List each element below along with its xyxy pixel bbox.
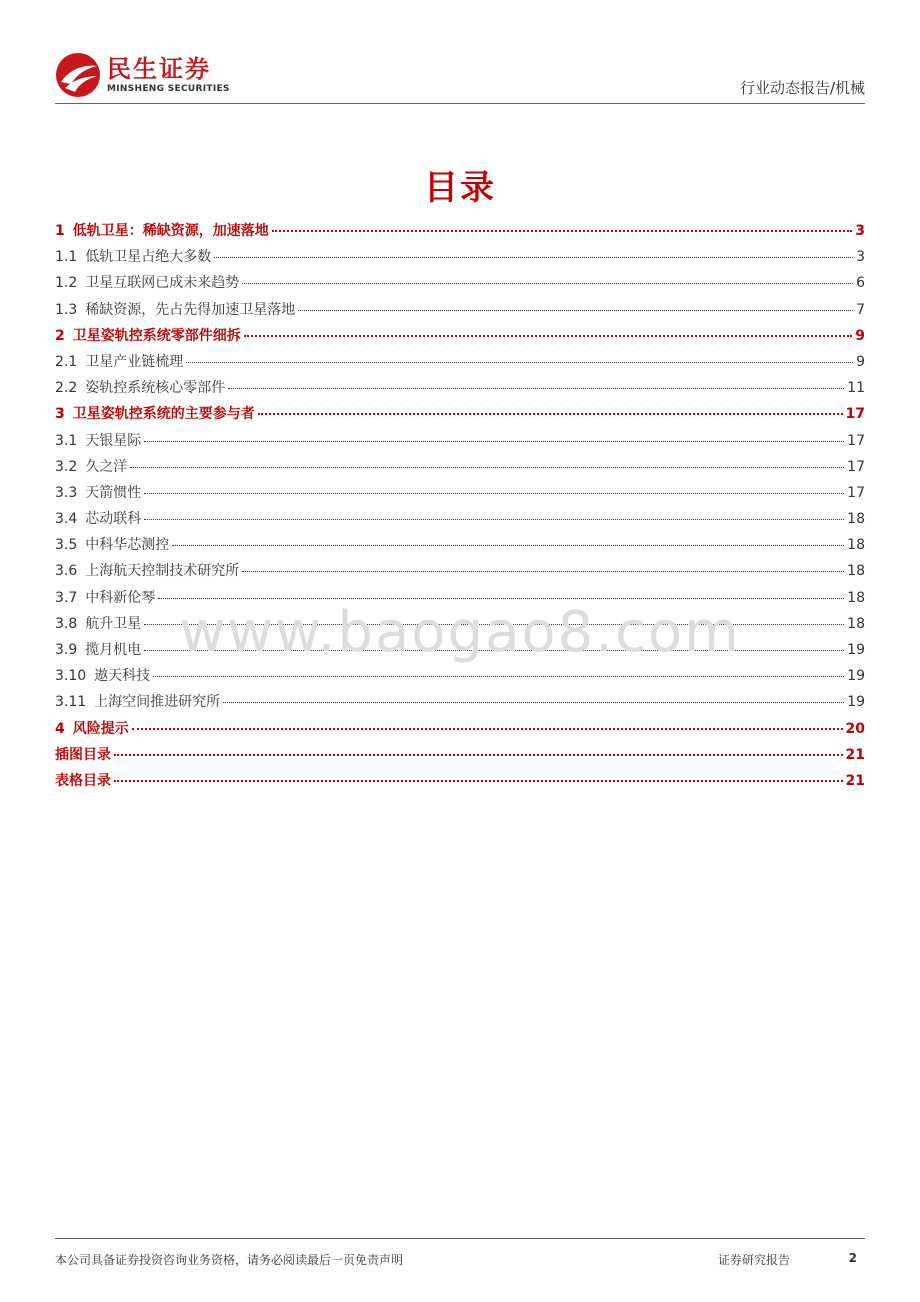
toc-dot-leader	[172, 545, 844, 546]
toc-entry-page: 3	[855, 223, 865, 239]
toc-entry-page: 20	[845, 720, 865, 737]
toc-dot-leader	[228, 388, 844, 389]
toc-entry-number: 3.1	[55, 432, 78, 449]
toc-entry[interactable]	[55, 272, 865, 298]
page-footer	[55, 1238, 865, 1267]
toc-entry[interactable]	[55, 325, 865, 351]
toc-entry-title: 上海航天控制技术研究所	[85, 563, 240, 580]
toc-dot-leader	[144, 519, 844, 520]
toc-entry-title: 卫星互联网已成未来趋势	[85, 275, 240, 292]
toc-entry-number: 3.6	[55, 563, 78, 580]
toc-entry-title: 风险提示	[72, 720, 129, 737]
toc-entry-number: 3.3	[55, 484, 78, 501]
toc-entry-page: 9	[855, 327, 865, 344]
toc-entry[interactable]	[55, 508, 865, 534]
watermark: www.baogao8.com	[179, 600, 741, 665]
toc-entry-title: 揽月机电	[85, 642, 142, 658]
toc-entry-title: 芯动联科	[85, 511, 142, 528]
toc-entry-number: 3.5	[55, 537, 78, 554]
toc-entry[interactable]	[55, 639, 865, 665]
toc-entry[interactable]	[55, 430, 865, 456]
toc-entry-number: 3	[55, 406, 65, 423]
toc-entry-title: 卫星姿轨控系统零部件细拆	[72, 327, 241, 344]
page-header	[55, 50, 865, 104]
toc-entry-title: 插图目录	[55, 746, 111, 763]
company-logo	[55, 52, 230, 98]
minsheng-logo-icon	[55, 52, 101, 98]
toc-entry-page: 17	[845, 406, 865, 423]
toc-entry[interactable]	[55, 351, 865, 377]
toc-entry[interactable]	[55, 587, 865, 613]
toc-entry-title: 低轨卫星：稀缺资源，加速落地	[72, 223, 269, 239]
toc-entry-title: 姿轨控系统核心零部件	[85, 380, 226, 397]
toc-entry-page: 6	[856, 275, 865, 292]
toc-entry-title: 表格目录	[55, 772, 111, 789]
report-category: 行业动态报告/机械	[739, 79, 865, 97]
toc-entry[interactable]	[55, 534, 865, 560]
toc-entry-page: 17	[847, 484, 865, 501]
toc-entry-page: 11	[847, 380, 865, 397]
toc-entry[interactable]	[55, 560, 865, 586]
toc-entry-page: 18	[847, 615, 865, 632]
toc-entry-page: 3	[856, 249, 865, 266]
toc-entry-number: 1	[55, 223, 65, 239]
toc-entry-number: 2.1	[55, 353, 78, 370]
toc-dot-leader	[158, 598, 844, 599]
toc-entry[interactable]	[55, 744, 865, 770]
toc-entry-page: 9	[856, 353, 865, 370]
toc-entry-page: 21	[845, 772, 865, 789]
toc-dot-leader	[272, 230, 853, 232]
toc-entry-number: 3.9	[55, 642, 78, 658]
toc-entry-number: 2	[55, 327, 65, 344]
toc-entry-title: 天银星际	[85, 432, 142, 449]
toc-entry-number: 2.2	[55, 380, 78, 397]
toc-dot-leader	[130, 467, 844, 468]
toc-entry[interactable]	[55, 770, 865, 796]
toc-entry-number: 3.2	[55, 458, 78, 475]
toc-entry-title: 遨天科技	[94, 668, 151, 685]
toc-title: 目录	[424, 168, 496, 208]
toc-entry-title: 中科华芯测控	[85, 537, 170, 554]
toc-dot-leader	[114, 754, 843, 756]
toc-dot-leader	[242, 571, 844, 572]
toc-dot-leader	[114, 780, 843, 782]
footer-doc-type: 证券研究报告	[717, 1253, 790, 1267]
toc-entry-number: 4	[55, 720, 65, 737]
toc-entry-number: 1.2	[55, 275, 78, 292]
toc-entry-number: 3.4	[55, 511, 78, 528]
toc-entry-page: 21	[845, 746, 865, 763]
toc-entry[interactable]	[55, 220, 865, 246]
toc-entry-number: 3.10	[55, 668, 87, 685]
toc-dot-leader	[132, 728, 843, 730]
page-number: 2	[848, 1251, 857, 1265]
toc-entry-title: 久之洋	[85, 458, 128, 475]
toc-dot-leader	[258, 413, 843, 415]
toc-entry-title: 上海空间推进研究所	[94, 694, 221, 711]
toc-entry-page: 18	[847, 537, 865, 554]
toc-entry-title: 天箭惯性	[85, 484, 142, 501]
toc-entry-page: 18	[847, 511, 865, 528]
toc-dot-leader	[144, 441, 844, 442]
toc-entry-page: 7	[856, 301, 865, 318]
toc-dot-leader	[214, 257, 853, 258]
table-of-contents	[55, 220, 865, 796]
toc-entry-page: 19	[847, 694, 865, 711]
toc-entry-title: 低轨卫星占绝大多数	[85, 249, 212, 266]
toc-entry-number: 3.7	[55, 589, 78, 606]
logo-english-name: MINSHENG SECURITIES	[107, 84, 230, 94]
logo-chinese-name: 民生证券	[107, 55, 211, 83]
toc-dot-leader	[244, 335, 853, 337]
toc-dot-leader	[153, 676, 844, 677]
toc-dot-leader	[144, 493, 844, 494]
toc-entry-page: 19	[847, 668, 865, 685]
toc-entry-title: 航升卫星	[85, 615, 142, 632]
toc-entry-page: 17	[847, 458, 865, 475]
toc-entry-number: 3.8	[55, 615, 78, 632]
toc-dot-leader	[144, 650, 844, 651]
toc-entry[interactable]	[55, 482, 865, 508]
toc-entry[interactable]	[55, 246, 865, 272]
toc-entry-number: 1.1	[55, 249, 78, 266]
toc-entry-title: 中科新伦琴	[85, 589, 156, 606]
toc-entry-page: 19	[847, 642, 865, 658]
toc-dot-leader	[242, 283, 853, 284]
toc-entry-title: 卫星姿轨控系统的主要参与者	[72, 406, 255, 423]
toc-entry-page: 18	[847, 589, 865, 606]
toc-entry-page: 17	[847, 432, 865, 449]
toc-dot-leader	[223, 702, 844, 703]
toc-entry[interactable]	[55, 299, 865, 325]
footer-disclaimer: 本公司具备证券投资咨询业务资格，请务必阅读最后一页免责声明	[55, 1253, 404, 1267]
toc-entry[interactable]	[55, 456, 865, 482]
toc-entry-number: 3.11	[55, 694, 87, 711]
toc-entry[interactable]	[55, 718, 865, 744]
toc-entry[interactable]	[55, 691, 865, 717]
toc-entry-title: 稀缺资源，先占先得加速卫星落地	[85, 301, 296, 318]
toc-entry[interactable]	[55, 665, 865, 691]
toc-dot-leader	[144, 624, 844, 625]
toc-entry-number: 1.3	[55, 301, 78, 318]
toc-entry[interactable]	[55, 377, 865, 403]
toc-entry[interactable]	[55, 613, 865, 639]
toc-entry-title: 卫星产业链梳理	[85, 353, 184, 370]
toc-entry[interactable]	[55, 403, 865, 429]
toc-dot-leader	[298, 310, 853, 311]
toc-dot-leader	[186, 362, 853, 363]
logo-text	[107, 55, 230, 95]
toc-entry-page: 18	[847, 563, 865, 580]
